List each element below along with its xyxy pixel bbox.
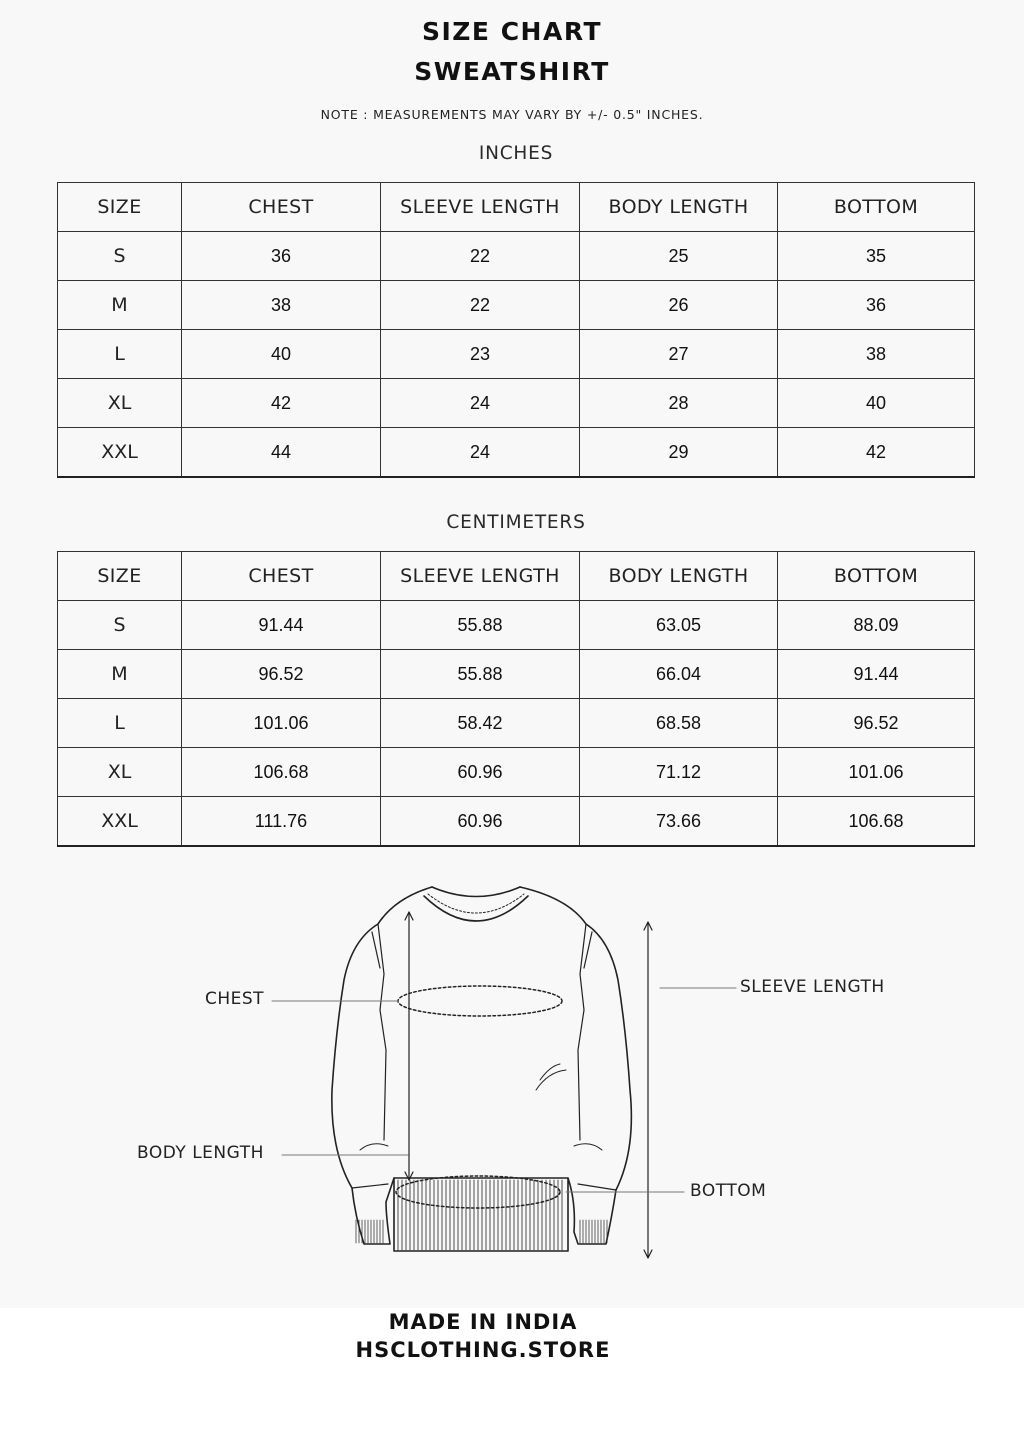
measurement-cell: 22 bbox=[381, 281, 580, 330]
column-header-chest: CHEST bbox=[182, 183, 381, 232]
size-cell: S bbox=[58, 232, 182, 281]
size-cell: L bbox=[58, 699, 182, 748]
size-cell: XXL bbox=[58, 428, 182, 478]
table-row bbox=[58, 601, 975, 650]
measurement-cell: 42 bbox=[182, 379, 381, 428]
measurement-cell: 29 bbox=[580, 428, 778, 478]
measurement-cell: 36 bbox=[182, 232, 381, 281]
table-row bbox=[58, 748, 975, 797]
column-header-bottom: BOTTOM bbox=[778, 183, 975, 232]
store-name: HSCLOTHING.STORE bbox=[355, 1338, 611, 1362]
measurement-cell: 23 bbox=[381, 330, 580, 379]
measurement-cell: 71.12 bbox=[580, 748, 778, 797]
size-cell: S bbox=[58, 601, 182, 650]
table-row bbox=[58, 281, 975, 330]
table-row bbox=[58, 797, 975, 847]
made-in-label: MADE IN INDIA bbox=[388, 1310, 578, 1334]
page-title: SIZE CHART bbox=[421, 17, 602, 46]
table-row bbox=[58, 330, 975, 379]
table-header-row bbox=[58, 552, 975, 601]
measurement-cell: 38 bbox=[182, 281, 381, 330]
column-header-body-length: BODY LENGTH bbox=[580, 183, 778, 232]
inches-size-table bbox=[57, 182, 975, 478]
measurement-cell: 55.88 bbox=[381, 601, 580, 650]
measurement-cell: 35 bbox=[778, 232, 975, 281]
measurement-cell: 73.66 bbox=[580, 797, 778, 847]
size-cell: XXL bbox=[58, 797, 182, 847]
measurement-cell: 96.52 bbox=[778, 699, 975, 748]
measurement-cell: 60.96 bbox=[381, 797, 580, 847]
measurement-cell: 28 bbox=[580, 379, 778, 428]
table-row bbox=[58, 699, 975, 748]
chest-label: CHEST bbox=[205, 989, 265, 1009]
column-header-body-length: BODY LENGTH bbox=[580, 552, 778, 601]
size-cell: XL bbox=[58, 379, 182, 428]
column-header-bottom: BOTTOM bbox=[778, 552, 975, 601]
measurement-cell: 24 bbox=[381, 379, 580, 428]
column-header-sleeve-length: SLEEVE LENGTH bbox=[381, 552, 580, 601]
table-row bbox=[58, 428, 975, 478]
inches-heading: INCHES bbox=[478, 143, 554, 164]
measurement-cell: 55.88 bbox=[381, 650, 580, 699]
column-header-size: SIZE bbox=[58, 552, 182, 601]
measurement-cell: 68.58 bbox=[580, 699, 778, 748]
measurement-cell: 26 bbox=[580, 281, 778, 330]
centimeters-size-table bbox=[57, 551, 975, 847]
measurement-cell: 106.68 bbox=[778, 797, 975, 847]
size-cell: M bbox=[58, 650, 182, 699]
measurement-cell: 60.96 bbox=[381, 748, 580, 797]
measurement-cell: 66.04 bbox=[580, 650, 778, 699]
measurement-cell: 101.06 bbox=[182, 699, 381, 748]
centimeters-heading: CENTIMETERS bbox=[446, 512, 586, 533]
measurement-cell: 111.76 bbox=[182, 797, 381, 847]
measurement-cell: 40 bbox=[778, 379, 975, 428]
table-row bbox=[58, 232, 975, 281]
table-row bbox=[58, 379, 975, 428]
product-name: SWEATSHIRT bbox=[414, 57, 610, 86]
sleeve-length-label: SLEEVE LENGTH bbox=[740, 977, 885, 997]
measurement-cell: 25 bbox=[580, 232, 778, 281]
size-cell: L bbox=[58, 330, 182, 379]
sweatshirt-measurement-diagram bbox=[0, 860, 1024, 1280]
measurement-cell: 91.44 bbox=[778, 650, 975, 699]
measurement-cell: 58.42 bbox=[381, 699, 580, 748]
column-header-chest: CHEST bbox=[182, 552, 381, 601]
measurement-cell: 88.09 bbox=[778, 601, 975, 650]
column-header-size: SIZE bbox=[58, 183, 182, 232]
size-cell: M bbox=[58, 281, 182, 330]
size-cell: XL bbox=[58, 748, 182, 797]
measurement-cell: 44 bbox=[182, 428, 381, 478]
table-header-row bbox=[58, 183, 975, 232]
table-row bbox=[58, 650, 975, 699]
measurement-cell: 27 bbox=[580, 330, 778, 379]
measurement-cell: 40 bbox=[182, 330, 381, 379]
measurement-cell: 22 bbox=[381, 232, 580, 281]
bottom-label: BOTTOM bbox=[690, 1181, 767, 1201]
measurement-cell: 24 bbox=[381, 428, 580, 478]
measurement-cell: 96.52 bbox=[182, 650, 381, 699]
body-length-label: BODY LENGTH bbox=[137, 1143, 264, 1163]
sweatshirt-illustration bbox=[0, 860, 1024, 1280]
measurement-cell: 36 bbox=[778, 281, 975, 330]
measurement-cell: 63.05 bbox=[580, 601, 778, 650]
measurement-cell: 42 bbox=[778, 428, 975, 478]
measurement-cell: 101.06 bbox=[778, 748, 975, 797]
measurement-cell: 91.44 bbox=[182, 601, 381, 650]
measurement-note: NOTE : MEASUREMENTS MAY VARY BY +/- 0.5" INCHES. bbox=[320, 107, 704, 122]
measurement-cell: 38 bbox=[778, 330, 975, 379]
column-header-sleeve-length: SLEEVE LENGTH bbox=[381, 183, 580, 232]
measurement-cell: 106.68 bbox=[182, 748, 381, 797]
